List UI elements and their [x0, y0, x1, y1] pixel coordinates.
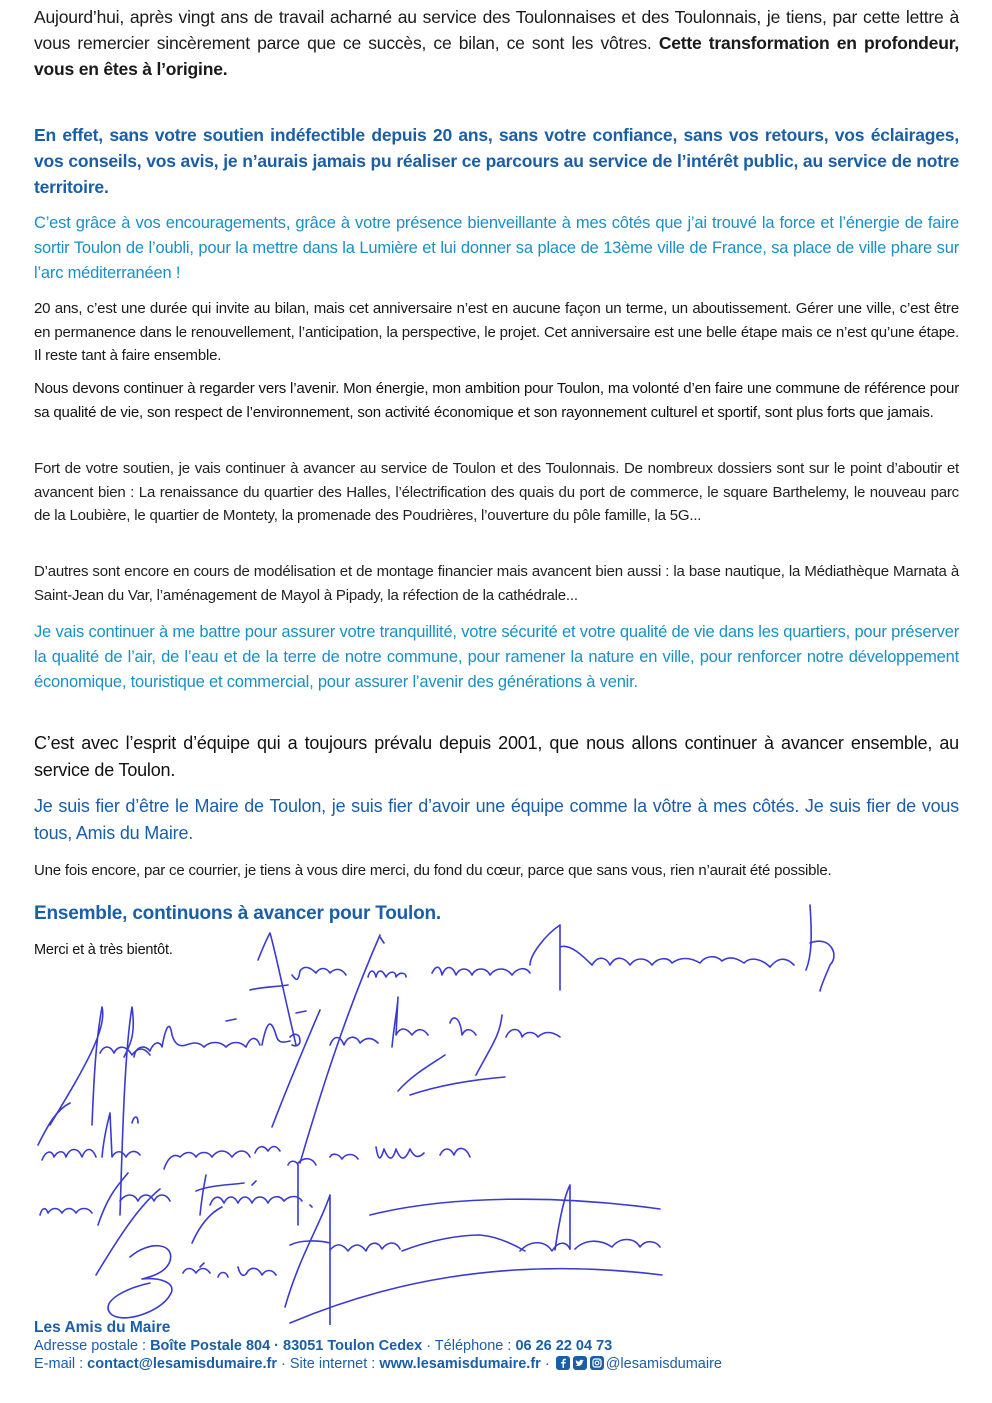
footer-contact-line	[34, 1355, 722, 1373]
social-handle[interactable]: @lesamisdumaire	[605, 1356, 722, 1372]
site-label: · Site internet :	[277, 1356, 380, 1372]
paragraph-thanks: Une fois encore, par ce courrier, je tiens à vous dire merci, du fond du cœur, parce que sans vous, rien n’aurait été possible.	[34, 862, 832, 879]
address-value: Boîte Postale 804 · 83051 Toulon Cedex	[150, 1338, 423, 1354]
separator: ·	[540, 1356, 554, 1372]
handwritten-signature	[0, 895, 992, 1325]
phone-label: · Téléphone :	[422, 1338, 516, 1354]
paragraph-other-projects: D’autres sont encore en cours de modélisation et de montage financier mais avancent bien aussi : la base nautique, la Médiathèque Marnata à Saint-Jean du Var, l’aménagement de Mayol à Pipady, la réfection de la cathédrale...	[34, 563, 959, 604]
intro-bold-text: Cette transformation en profondeur, vous en êtes à l’origine.	[34, 33, 960, 79]
phone-value[interactable]: 06 26 22 04 73	[515, 1338, 613, 1354]
paragraph-projects: Fort de votre soutien, je vais continuer à avancer au service de Toulon et des Toulonnais. De nombreux dossiers sont sur le point d’aboutir et avancent bien : La renaissance du quartier des Halles, l’électrification des quais du port de commerce, le square Barthelemy, le nouveau parc de la Loubière, le quartier de Montety, la promenade des Poudrières, l’ouverture du pôle famille, la 5G...	[34, 460, 959, 524]
intro-text: Aujourd’hui, après vingt ans de travail acharné au service des Toulonnaises et des Toulonnais, je tiens, par cette lettre à vous remercier sincèrement parce que ce succès, ce bilan, ce sont les vôtres.	[34, 7, 959, 53]
paragraph-intro	[34, 4, 959, 82]
footer-address-line	[34, 1337, 722, 1355]
paragraph-pride: Je suis fier d’être le Maire de Toulon, je suis fier d’avoir une équipe comme la vôtre à mes côtés. Je suis fier de vous tous, Amis du Maire.	[34, 796, 959, 843]
paragraph-support: En effet, sans votre soutien indéfectible depuis 20 ans, sans votre confiance, sans vos retours, vos éclairages, vos conseils, vos avis, je n’aurais jamais pu réaliser ce parcours au service de l’intérêt public, au service de notre territoire.	[34, 125, 959, 197]
twitter-icon[interactable]	[573, 1356, 587, 1370]
paragraph-encouragement: C’est grâce à vos encouragements, grâce à votre présence bienveillante à mes côtés que j’ai trouvé la force et l’énergie de faire sortir Toulon de l’oubli, pour la mettre dans la Lumière et lui donner sa place de 13ème ville de France, sa place de ville phare sur l’arc méditerranéen !	[34, 214, 959, 282]
email-link[interactable]: contact@lesamisdumaire.fr	[87, 1356, 277, 1372]
sign-off: Merci et à très bientôt.	[34, 942, 173, 958]
instagram-icon[interactable]	[590, 1356, 604, 1370]
footer	[34, 1318, 722, 1373]
closing-slogan: Ensemble, continuons à avancer pour Toulon.	[34, 903, 441, 924]
org-name: Les Amis du Maire	[34, 1319, 171, 1336]
facebook-icon[interactable]	[556, 1356, 570, 1370]
email-label: E-mail :	[34, 1356, 88, 1372]
paragraph-team-spirit: C’est avec l’esprit d’équipe qui a toujours prévalu depuis 2001, que nous allons continuer à avancer ensemble, au service de Toulon.	[34, 733, 959, 780]
address-label: Adresse postale :	[34, 1338, 151, 1354]
paragraph-anniversary: 20 ans, c’est une durée qui invite au bilan, mais cet anniversaire n’est en aucune façon un terme, un aboutissement. Gérer une ville, c’est être en permanence dans le renouvellement, l’anticipation, la perspective, le projet. Cet anniversaire est une belle étape mais ce n’est qu’une étape. Il reste tant à faire ensemble.	[34, 300, 959, 364]
website-link[interactable]: www.lesamisdumaire.fr	[379, 1356, 541, 1372]
social-icons	[556, 1356, 604, 1370]
paragraph-future: Nous devons continuer à regarder vers l’avenir. Mon énergie, mon ambition pour Toulon, ma volonté d’en faire une commune de référence pour sa qualité de vie, son respect de l’environnement, son activité économique et son rayonnement culturel et sportif, sont plus forts que jamais.	[34, 380, 959, 421]
paragraph-commitment: Je vais continuer à me battre pour assurer votre tranquillité, votre sécurité et votre qualité de vie dans les quartiers, pour préserver la qualité de l’air, de l’eau et de la terre de notre commune, pour ramener la nature en ville, pour renforcer notre développement économique, touristique et commercial, pour assurer l’avenir des générations à venir.	[34, 623, 959, 691]
